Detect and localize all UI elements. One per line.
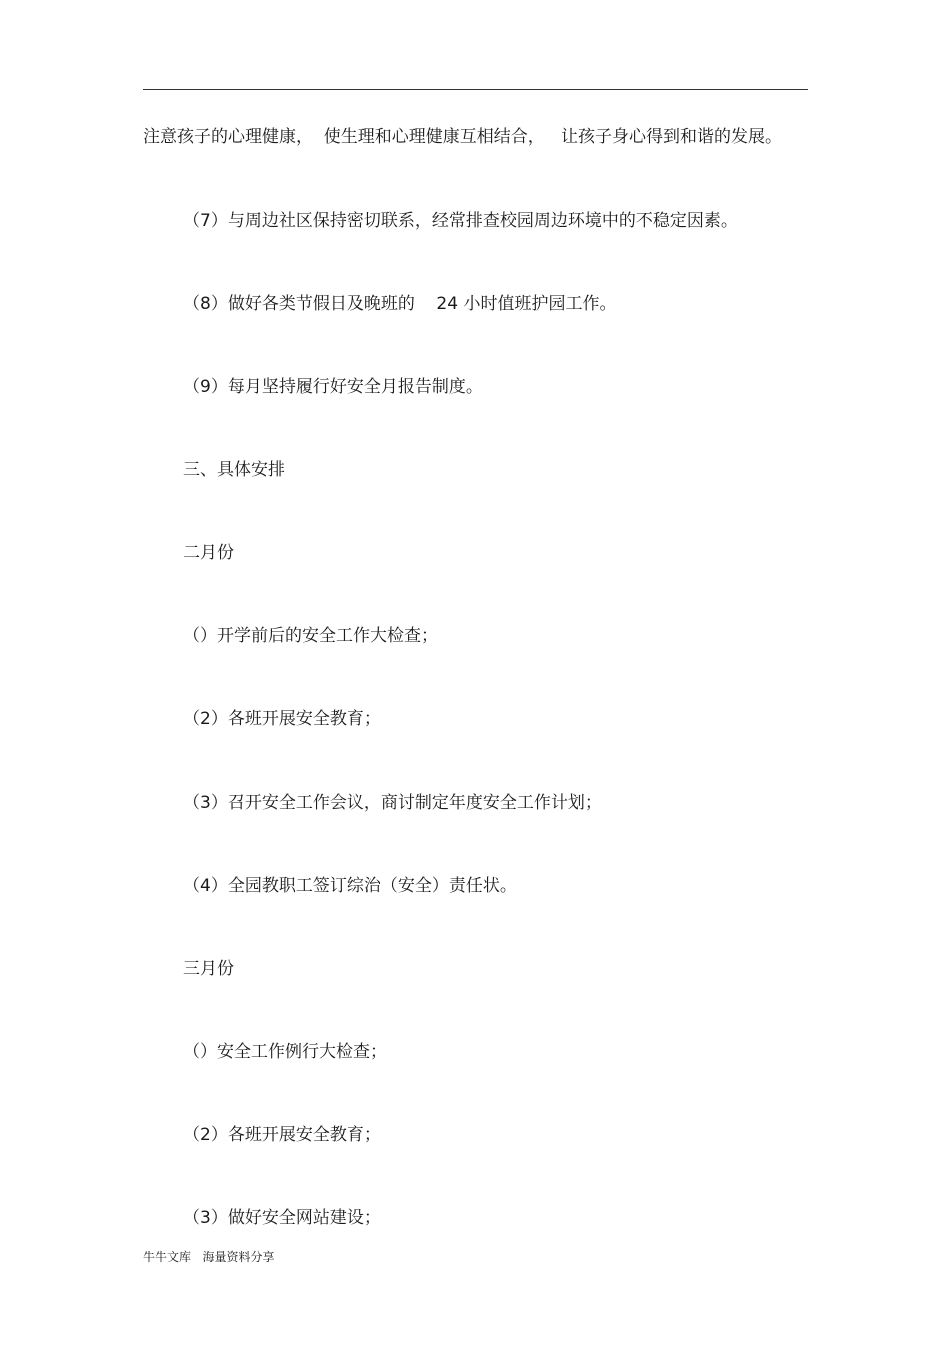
- paragraph-continuation: 注意孩子的心理健康， 使生理和心理健康互相结合， 让孩子身心得到和谐的发展。: [143, 127, 783, 147]
- list-item: （3）召开安全工作会议，商讨制定年度安全工作计划；: [183, 793, 602, 813]
- list-item-7: （7）与周边社区保持密切联系，经常排查校园周边环境中的不稳定因素。: [183, 211, 738, 231]
- list-item: （3）做好安全网站建设；: [183, 1208, 381, 1228]
- page-footer: 牛牛文库 海量资料分享: [143, 1250, 275, 1264]
- list-item-8: （8）做好各类节假日及晚班的 24 小时值班护园工作。: [183, 294, 617, 314]
- list-item: （）开学前后的安全工作大检查；: [183, 626, 438, 646]
- list-item: （4）全园教职工签订综治（安全）责任状。: [183, 876, 517, 896]
- month-heading-march: 三月份: [183, 959, 234, 979]
- list-item-9: （9）每月坚持履行好安全月报告制度。: [183, 377, 483, 397]
- list-item: （2）各班开展安全教育；: [183, 1125, 381, 1145]
- section-heading: 三、具体安排: [183, 460, 285, 480]
- month-heading-february: 二月份: [183, 543, 234, 563]
- list-item: （2）各班开展安全教育；: [183, 709, 381, 729]
- list-item: （）安全工作例行大检查；: [183, 1042, 387, 1062]
- header-rule: [143, 89, 808, 90]
